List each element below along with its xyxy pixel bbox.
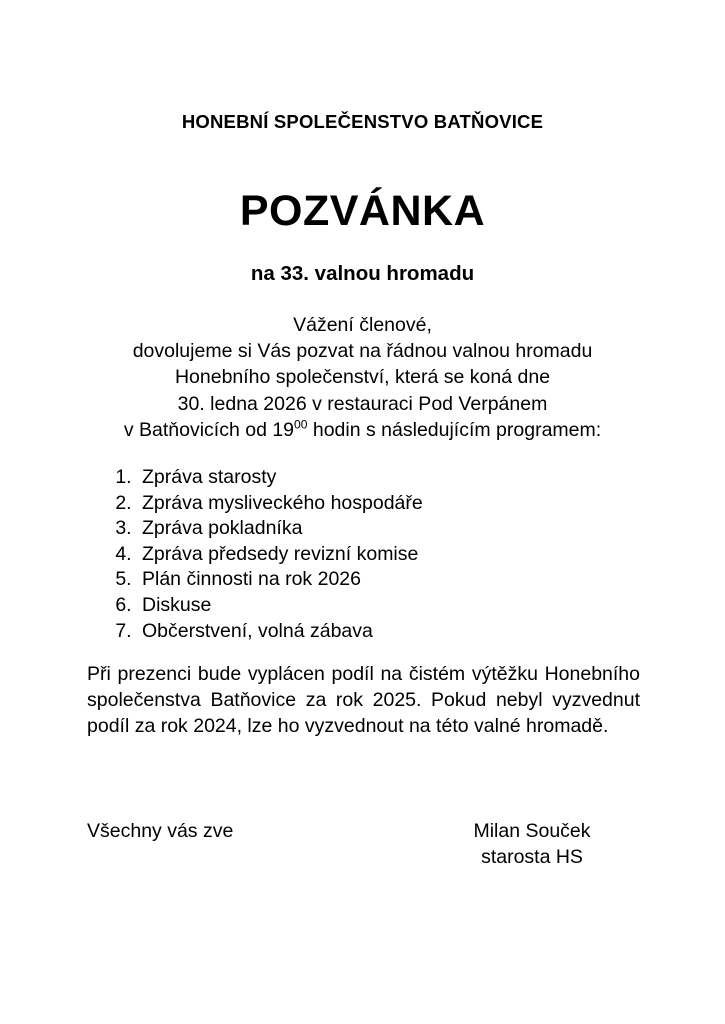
page-title: POZVÁNKA [239, 187, 486, 235]
intro-line-society: Honebního společenství, která se koná dne [174, 366, 551, 389]
signatory-name: Milan Souček [473, 820, 591, 842]
list-item: 3. Zpráva pokladníka [137, 516, 423, 542]
list-item: 2. Zpráva mysliveckého hospodáře [137, 491, 423, 517]
intro-line-time-program [60, 417, 665, 443]
organization-name: HONEBNÍ SPOLEČENSTVO BATŇOVICE [181, 111, 544, 132]
agenda-list [110, 465, 423, 644]
intro-line-date-venue: 30. ledna 2026 v restauraci Pod Verpánem [177, 392, 548, 415]
intro-time-minutes-superscript: 00 [294, 417, 308, 432]
signatory-role: starosta HS [481, 846, 583, 869]
signature-closing: Všechny vás zve [87, 820, 234, 842]
intro-time-prefix: v Batňovicích od 19 [123, 418, 295, 441]
list-item: 7. Občerstvení, volná zábava [137, 619, 423, 645]
payout-notice-paragraph: Při prezenci bude vyplácen podíl na čistém výtěžku Honebního společenstva Batňovice za rok 2025. Pokud nebyl vyzvednut podíl za rok 2024, lze ho vyzvednout na této valné hromadě. [87, 663, 640, 738]
intro-time-suffix: hodin s následujícím programem: [307, 418, 602, 441]
introduction-block [60, 312, 665, 443]
list-item: 6. Diskuse [137, 593, 423, 619]
list-item: 4. Zpráva předsedy revizní komise [137, 542, 423, 568]
intro-line-salutation: Vážení členové, [293, 314, 432, 336]
document-subtitle: na 33. valnou hromadu [250, 262, 475, 285]
list-item: 5. Plán činnosti na rok 2026 [137, 567, 423, 593]
list-item: 1. Zpráva starosty [137, 465, 423, 491]
signatory [437, 818, 627, 870]
intro-line-invitation: dovolujeme si Vás pozvat na řádnou valnou hromadu [132, 340, 593, 363]
